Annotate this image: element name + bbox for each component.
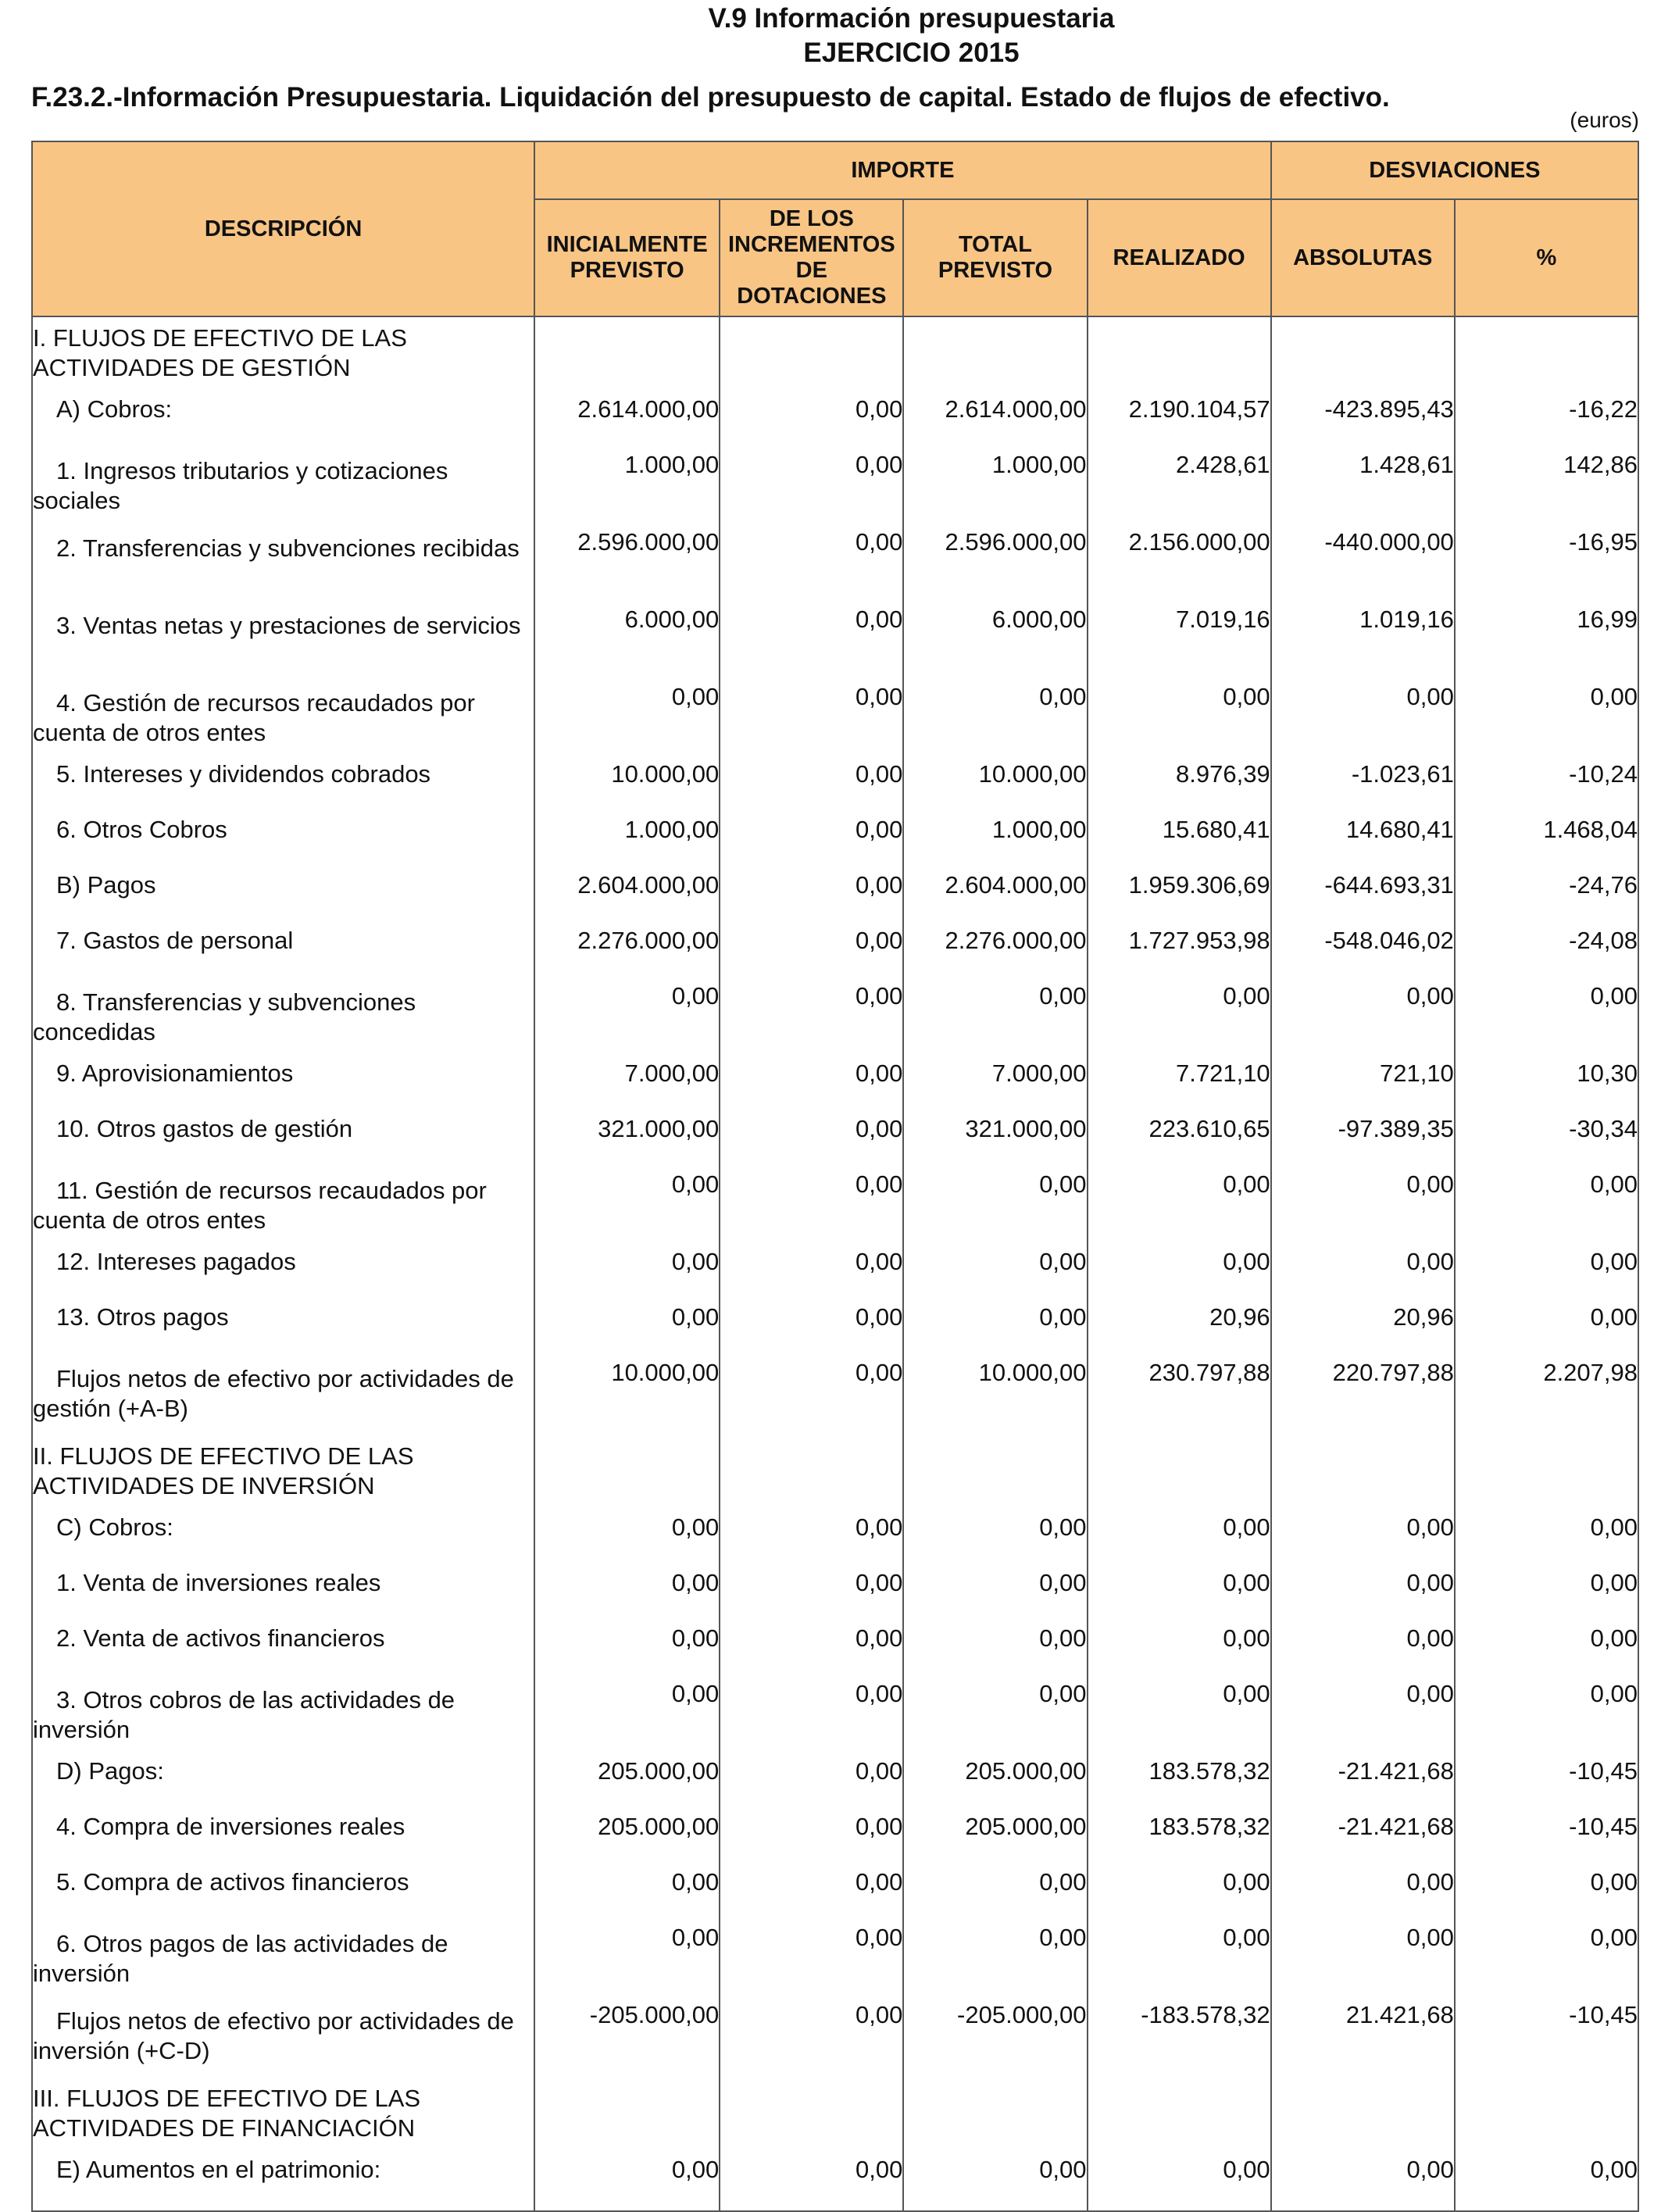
table-row [32, 316, 1638, 395]
cell-inicialmente-previsto: 10.000,00 [534, 1358, 720, 1435]
cell-total-previsto [903, 2078, 1087, 2155]
header-inicialmente-previsto: INICIALMENTE PREVISTO [534, 199, 720, 316]
cell-desviacion-absoluta: -644.693,31 [1271, 870, 1455, 926]
cash-flow-table [31, 141, 1639, 2212]
cell-desviacion-porcentaje: 0,00 [1455, 1867, 1638, 1923]
cell-desviacion-absoluta: 220.797,88 [1271, 1358, 1455, 1435]
row-description: 4. Compra de inversiones reales [32, 1812, 534, 1867]
table-row [32, 1568, 1638, 1624]
cell-total-previsto: 6.000,00 [903, 605, 1087, 682]
cell-desviacion-absoluta: 0,00 [1271, 1923, 1455, 2000]
header-descripcion: DESCRIPCIÓN [32, 141, 534, 316]
row-description: 2. Transferencias y subvenciones recibidas [32, 527, 534, 605]
row-description: 1. Venta de inversiones reales [32, 1568, 534, 1624]
row-description: Flujos netos de efectivo por actividades de inversión (+C-D) [32, 2000, 534, 2078]
header-realizado: REALIZADO [1088, 199, 1271, 316]
cell-inicialmente-previsto: 321.000,00 [534, 1114, 720, 1170]
row-description: D) Pagos: [32, 1756, 534, 1812]
row-description: 11. Gestión de recursos recaudados por cuenta de otros entes [32, 1170, 534, 1247]
row-description: 5. Intereses y dividendos cobrados [32, 759, 534, 815]
cell-incrementos: 0,00 [720, 1812, 903, 1867]
cell-total-previsto: 0,00 [903, 1513, 1087, 1568]
table-row [32, 1756, 1638, 1812]
cell-realizado: 0,00 [1088, 682, 1271, 759]
cell-total-previsto: 2.614.000,00 [903, 395, 1087, 450]
row-description: B) Pagos [32, 870, 534, 926]
cell-realizado: 2.190.104,57 [1088, 395, 1271, 450]
cell-desviacion-absoluta [1271, 316, 1455, 395]
cell-desviacion-absoluta: 0,00 [1271, 1568, 1455, 1624]
cell-incrementos [720, 2078, 903, 2155]
table-row [32, 2000, 1638, 2078]
row-description: A) Cobros: [32, 395, 534, 450]
cell-realizado: 2.428,61 [1088, 450, 1271, 527]
cell-total-previsto: 205.000,00 [903, 1756, 1087, 1812]
cell-total-previsto: 0,00 [903, 1923, 1087, 2000]
cell-inicialmente-previsto: 205.000,00 [534, 1756, 720, 1812]
cell-total-previsto: 1.000,00 [903, 815, 1087, 870]
row-description: I. FLUJOS DE EFECTIVO DE LAS ACTIVIDADES DE GESTIÓN [32, 316, 534, 395]
cell-desviacion-porcentaje: 0,00 [1455, 1624, 1638, 1679]
cell-desviacion-porcentaje: 0,00 [1455, 1513, 1638, 1568]
table-row [32, 815, 1638, 870]
cell-desviacion-absoluta: 0,00 [1271, 981, 1455, 1059]
table-row [32, 1303, 1638, 1358]
cell-total-previsto: 0,00 [903, 1303, 1087, 1358]
cell-desviacion-porcentaje: -24,08 [1455, 926, 1638, 981]
header-absolutas: ABSOLUTAS [1271, 199, 1455, 316]
cell-inicialmente-previsto: 0,00 [534, 1170, 720, 1247]
cell-inicialmente-previsto: 0,00 [534, 2155, 720, 2211]
cell-inicialmente-previsto: 0,00 [534, 1679, 720, 1756]
cell-incrementos: 0,00 [720, 1358, 903, 1435]
table-body [32, 316, 1638, 2211]
cell-realizado: 7.721,10 [1088, 1059, 1271, 1114]
table-row [32, 1358, 1638, 1435]
cell-desviacion-absoluta: 0,00 [1271, 682, 1455, 759]
table-row [32, 1059, 1638, 1114]
cell-total-previsto: -205.000,00 [903, 2000, 1087, 2078]
header-importe: IMPORTE [534, 141, 1271, 199]
cell-total-previsto [903, 316, 1087, 395]
cell-inicialmente-previsto [534, 1435, 720, 1513]
cell-desviacion-absoluta: 0,00 [1271, 1170, 1455, 1247]
cell-inicialmente-previsto: 7.000,00 [534, 1059, 720, 1114]
cell-desviacion-absoluta: -21.421,68 [1271, 1812, 1455, 1867]
cell-incrementos: 0,00 [720, 605, 903, 682]
cell-inicialmente-previsto: 0,00 [534, 1923, 720, 2000]
row-description: 6. Otros pagos de las actividades de inversión [32, 1923, 534, 2000]
table-row [32, 1114, 1638, 1170]
table-row [32, 981, 1638, 1059]
cell-inicialmente-previsto: 0,00 [534, 981, 720, 1059]
cell-incrementos: 0,00 [720, 1303, 903, 1358]
cell-incrementos: 0,00 [720, 1624, 903, 1679]
cell-total-previsto: 205.000,00 [903, 1812, 1087, 1867]
row-description: III. FLUJOS DE EFECTIVO DE LAS ACTIVIDADES DE FINANCIACIÓN [32, 2078, 534, 2155]
cell-desviacion-porcentaje: 0,00 [1455, 981, 1638, 1059]
cell-inicialmente-previsto: 0,00 [534, 1624, 720, 1679]
cell-desviacion-absoluta: 0,00 [1271, 1867, 1455, 1923]
cell-incrementos: 0,00 [720, 926, 903, 981]
cell-realizado: 1.727.953,98 [1088, 926, 1271, 981]
cell-incrementos: 0,00 [720, 2000, 903, 2078]
cell-desviacion-porcentaje: 0,00 [1455, 2155, 1638, 2211]
cell-realizado [1088, 2078, 1271, 2155]
cell-inicialmente-previsto [534, 2078, 720, 2155]
cell-total-previsto: 0,00 [903, 1867, 1087, 1923]
header-porcentaje: % [1455, 199, 1638, 316]
cell-incrementos: 0,00 [720, 1867, 903, 1923]
table-row [32, 1867, 1638, 1923]
cell-desviacion-absoluta: 20,96 [1271, 1303, 1455, 1358]
cell-inicialmente-previsto: 0,00 [534, 682, 720, 759]
row-description: II. FLUJOS DE EFECTIVO DE LAS ACTIVIDADES DE INVERSIÓN [32, 1435, 534, 1513]
cell-desviacion-absoluta: 0,00 [1271, 1679, 1455, 1756]
currency-units: (euros) [1570, 108, 1639, 132]
cell-desviacion-absoluta: 21.421,68 [1271, 2000, 1455, 2078]
row-description: 3. Ventas netas y prestaciones de servicios [32, 605, 534, 682]
row-description: 10. Otros gastos de gestión [32, 1114, 534, 1170]
cell-realizado: 20,96 [1088, 1303, 1271, 1358]
header-desviaciones: DESVIACIONES [1271, 141, 1638, 199]
cell-desviacion-porcentaje: 142,86 [1455, 450, 1638, 527]
cell-incrementos: 0,00 [720, 981, 903, 1059]
cell-incrementos: 0,00 [720, 1247, 903, 1303]
cell-incrementos: 0,00 [720, 2155, 903, 2211]
cell-desviacion-porcentaje: 10,30 [1455, 1059, 1638, 1114]
cell-desviacion-porcentaje: 0,00 [1455, 1923, 1638, 2000]
row-description: E) Aumentos en el patrimonio: [32, 2155, 534, 2211]
cell-desviacion-porcentaje: -10,45 [1455, 2000, 1638, 2078]
cell-realizado: 183.578,32 [1088, 1812, 1271, 1867]
row-description: 8. Transferencias y subvenciones concedidas [32, 981, 534, 1059]
cell-inicialmente-previsto: 0,00 [534, 1568, 720, 1624]
table-row [32, 2078, 1638, 2155]
cell-inicialmente-previsto: 6.000,00 [534, 605, 720, 682]
cell-realizado: 7.019,16 [1088, 605, 1271, 682]
cell-realizado: 0,00 [1088, 1624, 1271, 1679]
cell-realizado: 0,00 [1088, 1679, 1271, 1756]
cell-inicialmente-previsto: 1.000,00 [534, 815, 720, 870]
table-row [32, 605, 1638, 682]
cell-desviacion-porcentaje: 0,00 [1455, 1679, 1638, 1756]
header-incrementos-dotaciones: DE LOS INCREMENTOS DE DOTACIONES [720, 199, 903, 316]
cell-inicialmente-previsto: 10.000,00 [534, 759, 720, 815]
cell-desviacion-porcentaje: 1.468,04 [1455, 815, 1638, 870]
cell-realizado: 183.578,32 [1088, 1756, 1271, 1812]
cell-inicialmente-previsto [534, 316, 720, 395]
cell-inicialmente-previsto: 0,00 [534, 1303, 720, 1358]
cell-realizado: 0,00 [1088, 981, 1271, 1059]
table-row [32, 2155, 1638, 2211]
cell-desviacion-absoluta: -97.389,35 [1271, 1114, 1455, 1170]
row-description: C) Cobros: [32, 1513, 534, 1568]
cell-total-previsto: 7.000,00 [903, 1059, 1087, 1114]
fiscal-year: EJERCICIO 2015 [803, 38, 1020, 68]
cell-total-previsto: 1.000,00 [903, 450, 1087, 527]
cell-total-previsto: 0,00 [903, 1679, 1087, 1756]
cell-incrementos: 0,00 [720, 870, 903, 926]
row-description: 13. Otros pagos [32, 1303, 534, 1358]
cell-realizado [1088, 1435, 1271, 1513]
table-row [32, 1513, 1638, 1568]
cell-realizado: 0,00 [1088, 1568, 1271, 1624]
cell-realizado: 2.156.000,00 [1088, 527, 1271, 605]
cell-desviacion-porcentaje: -16,95 [1455, 527, 1638, 605]
row-description: 2. Venta de activos financieros [32, 1624, 534, 1679]
row-description: 3. Otros cobros de las actividades de inversión [32, 1679, 534, 1756]
table-row [32, 759, 1638, 815]
cell-total-previsto: 0,00 [903, 2155, 1087, 2211]
cell-desviacion-absoluta: 14.680,41 [1271, 815, 1455, 870]
row-description: 9. Aprovisionamientos [32, 1059, 534, 1114]
cell-desviacion-absoluta: 1.428,61 [1271, 450, 1455, 527]
header-total-previsto: TOTAL PREVISTO [903, 199, 1087, 316]
cell-total-previsto: 10.000,00 [903, 1358, 1087, 1435]
cell-realizado: 0,00 [1088, 1247, 1271, 1303]
table-row [32, 395, 1638, 450]
cell-desviacion-porcentaje: -30,34 [1455, 1114, 1638, 1170]
row-description: 7. Gastos de personal [32, 926, 534, 981]
cell-incrementos [720, 1435, 903, 1513]
table-row [32, 1624, 1638, 1679]
row-description: 12. Intereses pagados [32, 1247, 534, 1303]
cell-realizado: 15.680,41 [1088, 815, 1271, 870]
cell-desviacion-porcentaje: 0,00 [1455, 1247, 1638, 1303]
cell-inicialmente-previsto: 205.000,00 [534, 1812, 720, 1867]
cell-desviacion-porcentaje: 2.207,98 [1455, 1358, 1638, 1435]
cell-desviacion-porcentaje: 0,00 [1455, 1170, 1638, 1247]
cell-inicialmente-previsto: -205.000,00 [534, 2000, 720, 2078]
table-row [32, 1812, 1638, 1867]
cell-incrementos: 0,00 [720, 1679, 903, 1756]
cell-realizado: 1.959.306,69 [1088, 870, 1271, 926]
row-description: 6. Otros Cobros [32, 815, 534, 870]
cell-desviacion-porcentaje: -10,45 [1455, 1812, 1638, 1867]
table-row [32, 682, 1638, 759]
cell-desviacion-absoluta: -423.895,43 [1271, 395, 1455, 450]
cell-desviacion-porcentaje: 0,00 [1455, 682, 1638, 759]
row-description: 1. Ingresos tributarios y cotizaciones sociales [32, 450, 534, 527]
cell-incrementos: 0,00 [720, 1059, 903, 1114]
cell-incrementos: 0,00 [720, 815, 903, 870]
cell-total-previsto: 0,00 [903, 1170, 1087, 1247]
cell-incrementos: 0,00 [720, 1568, 903, 1624]
cell-realizado: 0,00 [1088, 1170, 1271, 1247]
cell-inicialmente-previsto: 0,00 [534, 1867, 720, 1923]
table-row [32, 1923, 1638, 2000]
cell-total-previsto: 2.276.000,00 [903, 926, 1087, 981]
cell-desviacion-absoluta [1271, 2078, 1455, 2155]
cell-desviacion-absoluta: 0,00 [1271, 1247, 1455, 1303]
cell-total-previsto: 0,00 [903, 1624, 1087, 1679]
report-section-title: V.9 Información presupuestaria [708, 3, 1115, 34]
cell-realizado: 0,00 [1088, 1923, 1271, 2000]
cell-desviacion-porcentaje: -10,24 [1455, 759, 1638, 815]
cell-realizado: 223.610,65 [1088, 1114, 1271, 1170]
cell-desviacion-porcentaje: 0,00 [1455, 1568, 1638, 1624]
table-row [32, 1435, 1638, 1513]
cell-incrementos: 0,00 [720, 527, 903, 605]
table-row [32, 1679, 1638, 1756]
cell-realizado: 0,00 [1088, 1867, 1271, 1923]
cell-incrementos: 0,00 [720, 395, 903, 450]
cell-inicialmente-previsto: 2.596.000,00 [534, 527, 720, 605]
cell-inicialmente-previsto: 2.276.000,00 [534, 926, 720, 981]
table-row [32, 527, 1638, 605]
cell-incrementos: 0,00 [720, 450, 903, 527]
cell-desviacion-porcentaje: -10,45 [1455, 1756, 1638, 1812]
cell-incrementos: 0,00 [720, 1756, 903, 1812]
cell-desviacion-porcentaje [1455, 316, 1638, 395]
cell-realizado: 8.976,39 [1088, 759, 1271, 815]
cell-incrementos: 0,00 [720, 1923, 903, 2000]
row-description: Flujos netos de efectivo por actividades de gestión (+A-B) [32, 1358, 534, 1435]
cell-desviacion-porcentaje: 0,00 [1455, 1303, 1638, 1358]
cell-inicialmente-previsto: 2.604.000,00 [534, 870, 720, 926]
cell-desviacion-porcentaje [1455, 1435, 1638, 1513]
cell-total-previsto [903, 1435, 1087, 1513]
cell-desviacion-absoluta [1271, 1435, 1455, 1513]
row-description: 4. Gestión de recursos recaudados por cuenta de otros entes [32, 682, 534, 759]
cell-desviacion-absoluta: -21.421,68 [1271, 1756, 1455, 1812]
cell-total-previsto: 0,00 [903, 1568, 1087, 1624]
row-description: 5. Compra de activos financieros [32, 1867, 534, 1923]
cell-total-previsto: 0,00 [903, 1247, 1087, 1303]
cell-inicialmente-previsto: 1.000,00 [534, 450, 720, 527]
cell-incrementos [720, 316, 903, 395]
cell-total-previsto: 2.596.000,00 [903, 527, 1087, 605]
cell-total-previsto: 2.604.000,00 [903, 870, 1087, 926]
cell-total-previsto: 321.000,00 [903, 1114, 1087, 1170]
cell-desviacion-absoluta: 721,10 [1271, 1059, 1455, 1114]
cell-desviacion-porcentaje: 16,99 [1455, 605, 1638, 682]
table-row [32, 450, 1638, 527]
report-subtitle: F.23.2.-Información Presupuestaria. Liquidación del presupuesto de capital. Estado de flujos de efectivo. [31, 82, 1390, 113]
cell-incrementos: 0,00 [720, 759, 903, 815]
cell-desviacion-absoluta: 0,00 [1271, 1513, 1455, 1568]
cell-realizado: 230.797,88 [1088, 1358, 1271, 1435]
cell-incrementos: 0,00 [720, 1513, 903, 1568]
cell-realizado [1088, 316, 1271, 395]
cell-incrementos: 0,00 [720, 682, 903, 759]
table-row [32, 1170, 1638, 1247]
cell-realizado: -183.578,32 [1088, 2000, 1271, 2078]
cell-inicialmente-previsto: 0,00 [534, 1513, 720, 1568]
table-row [32, 870, 1638, 926]
cell-desviacion-absoluta: -440.000,00 [1271, 527, 1455, 605]
cell-desviacion-porcentaje [1455, 2078, 1638, 2155]
table-row [32, 1247, 1638, 1303]
cell-desviacion-absoluta: 0,00 [1271, 1624, 1455, 1679]
cell-desviacion-porcentaje: -24,76 [1455, 870, 1638, 926]
cell-inicialmente-previsto: 0,00 [534, 1247, 720, 1303]
cell-realizado: 0,00 [1088, 1513, 1271, 1568]
cell-desviacion-absoluta: 1.019,16 [1271, 605, 1455, 682]
cell-desviacion-absoluta: -1.023,61 [1271, 759, 1455, 815]
cell-total-previsto: 10.000,00 [903, 759, 1087, 815]
cell-desviacion-porcentaje: -16,22 [1455, 395, 1638, 450]
cell-total-previsto: 0,00 [903, 981, 1087, 1059]
cell-desviacion-absoluta: 0,00 [1271, 2155, 1455, 2211]
cell-desviacion-absoluta: -548.046,02 [1271, 926, 1455, 981]
cell-realizado: 0,00 [1088, 2155, 1271, 2211]
table-row [32, 926, 1638, 981]
cell-incrementos: 0,00 [720, 1114, 903, 1170]
cell-total-previsto: 0,00 [903, 682, 1087, 759]
cell-incrementos: 0,00 [720, 1170, 903, 1247]
cell-inicialmente-previsto: 2.614.000,00 [534, 395, 720, 450]
